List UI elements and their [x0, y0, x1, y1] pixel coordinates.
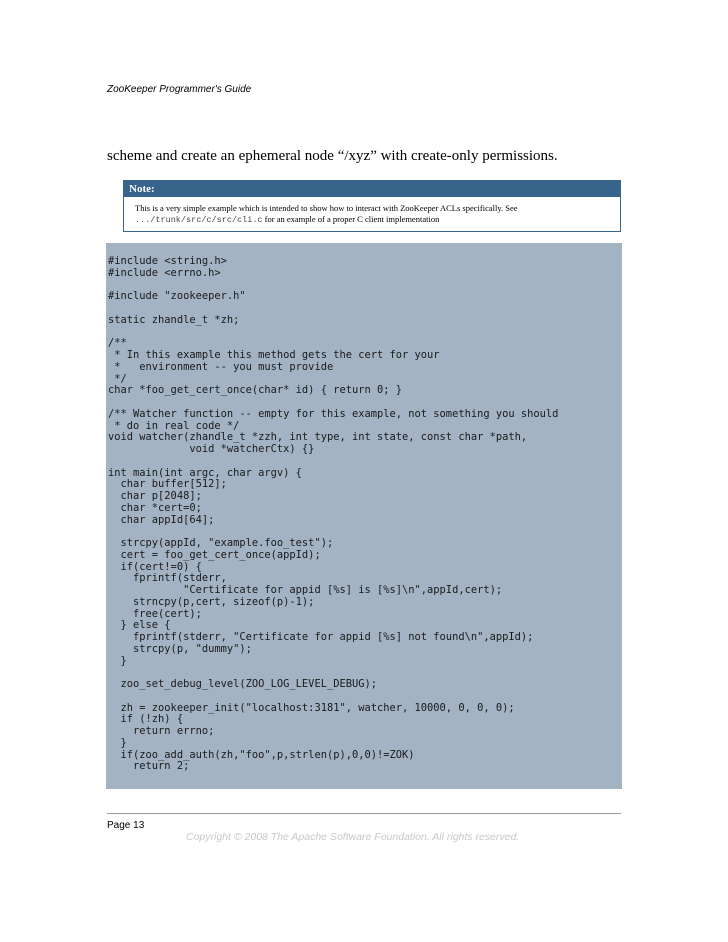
body-paragraph: scheme and create an ephemeral node “/xyz” with create-only permissions.	[107, 148, 558, 164]
code-line	[108, 691, 622, 703]
code-line: strcpy(appId, "example.foo_test");	[108, 537, 334, 549]
footer-divider	[107, 813, 621, 814]
code-line: char appId[64];	[108, 513, 215, 526]
code-line: #include <errno.h>	[108, 266, 221, 279]
code-line: void *watcherCtx) {}	[108, 443, 315, 455]
copyright-notice: Copyright © 2008 The Apache Software Foundation. All rights reserved.	[186, 831, 520, 843]
code-line: if (!zh) {	[108, 713, 184, 726]
code-line	[108, 456, 622, 468]
code-line: }	[108, 736, 127, 749]
page-number: Page 13	[107, 820, 145, 831]
code-line: free(cert);	[108, 607, 202, 620]
note-box	[123, 180, 621, 232]
code-line: char p[2048];	[108, 490, 202, 502]
code-line: #include "zookeeper.h"	[108, 290, 246, 303]
code-line: }	[108, 654, 127, 667]
document-header-title: ZooKeeper Programmer's Guide	[107, 84, 252, 95]
code-line: void watcher(zhandle_t *zzh, int type, int state, const char *path,	[108, 431, 528, 444]
code-line: fprintf(stderr,	[108, 572, 227, 585]
code-block	[106, 243, 622, 789]
code-line: */	[108, 372, 127, 385]
code-line: strncpy(p,cert, sizeof(p)-1);	[108, 595, 315, 608]
code-line: fprintf(stderr, "Certificate for appid [%s] not found\n",appId);	[108, 631, 534, 643]
code-line: strcpy(p, "dummy");	[108, 642, 252, 655]
code-line: #include <string.h>	[108, 255, 227, 267]
code-line: int main(int argc, char argv) {	[108, 466, 302, 479]
note-line-2	[135, 214, 620, 226]
note-title: Note:	[124, 181, 620, 197]
code-line	[108, 397, 622, 409]
code-line	[108, 303, 622, 315]
code-line: * environment -- you must provide	[108, 360, 334, 373]
code-line: * do in real code */	[108, 419, 240, 432]
code-line: if(zoo_add_auth(zh,"foo",p,strlen(p),0,0)!=ZOK)	[108, 748, 415, 761]
note-path: .../trunk/src/c/src/cli.c	[135, 215, 263, 225]
code-line: if(cert!=0) {	[108, 560, 202, 573]
code-line: * In this example this method gets the cert for your	[108, 349, 440, 361]
code-line: } else {	[108, 619, 171, 632]
code-line: return errno;	[108, 725, 215, 737]
code-line: return 2;	[108, 760, 190, 773]
note-line-1: This is a very simple example which is intended to show how to interact with ZooKeeper ACLs specifically. See	[135, 203, 518, 213]
code-line: char *foo_get_cert_once(char* id) { return 0; }	[108, 384, 403, 397]
code-line: /**	[108, 337, 127, 350]
code-line: zh = zookeeper_init("localhost:3181", watcher, 10000, 0, 0, 0);	[108, 701, 515, 714]
code-line: char buffer[512];	[108, 478, 227, 491]
code-line: char *cert=0;	[108, 501, 202, 514]
code-line: static zhandle_t *zh;	[108, 313, 240, 326]
code-line: zoo_set_debug_level(ZOO_LOG_LEVEL_DEBUG);	[108, 678, 377, 690]
note-line-2-rest: for an example of a proper C client implementation	[262, 214, 440, 224]
code-line	[108, 327, 622, 339]
note-content	[124, 197, 620, 226]
code-line: cert = foo_get_cert_once(appId);	[108, 548, 321, 561]
code-line: /** Watcher function -- empty for this example, not something you should	[108, 407, 559, 420]
code-line: "Certificate for appid [%s] is [%s]\n",appId,cert);	[108, 584, 503, 596]
